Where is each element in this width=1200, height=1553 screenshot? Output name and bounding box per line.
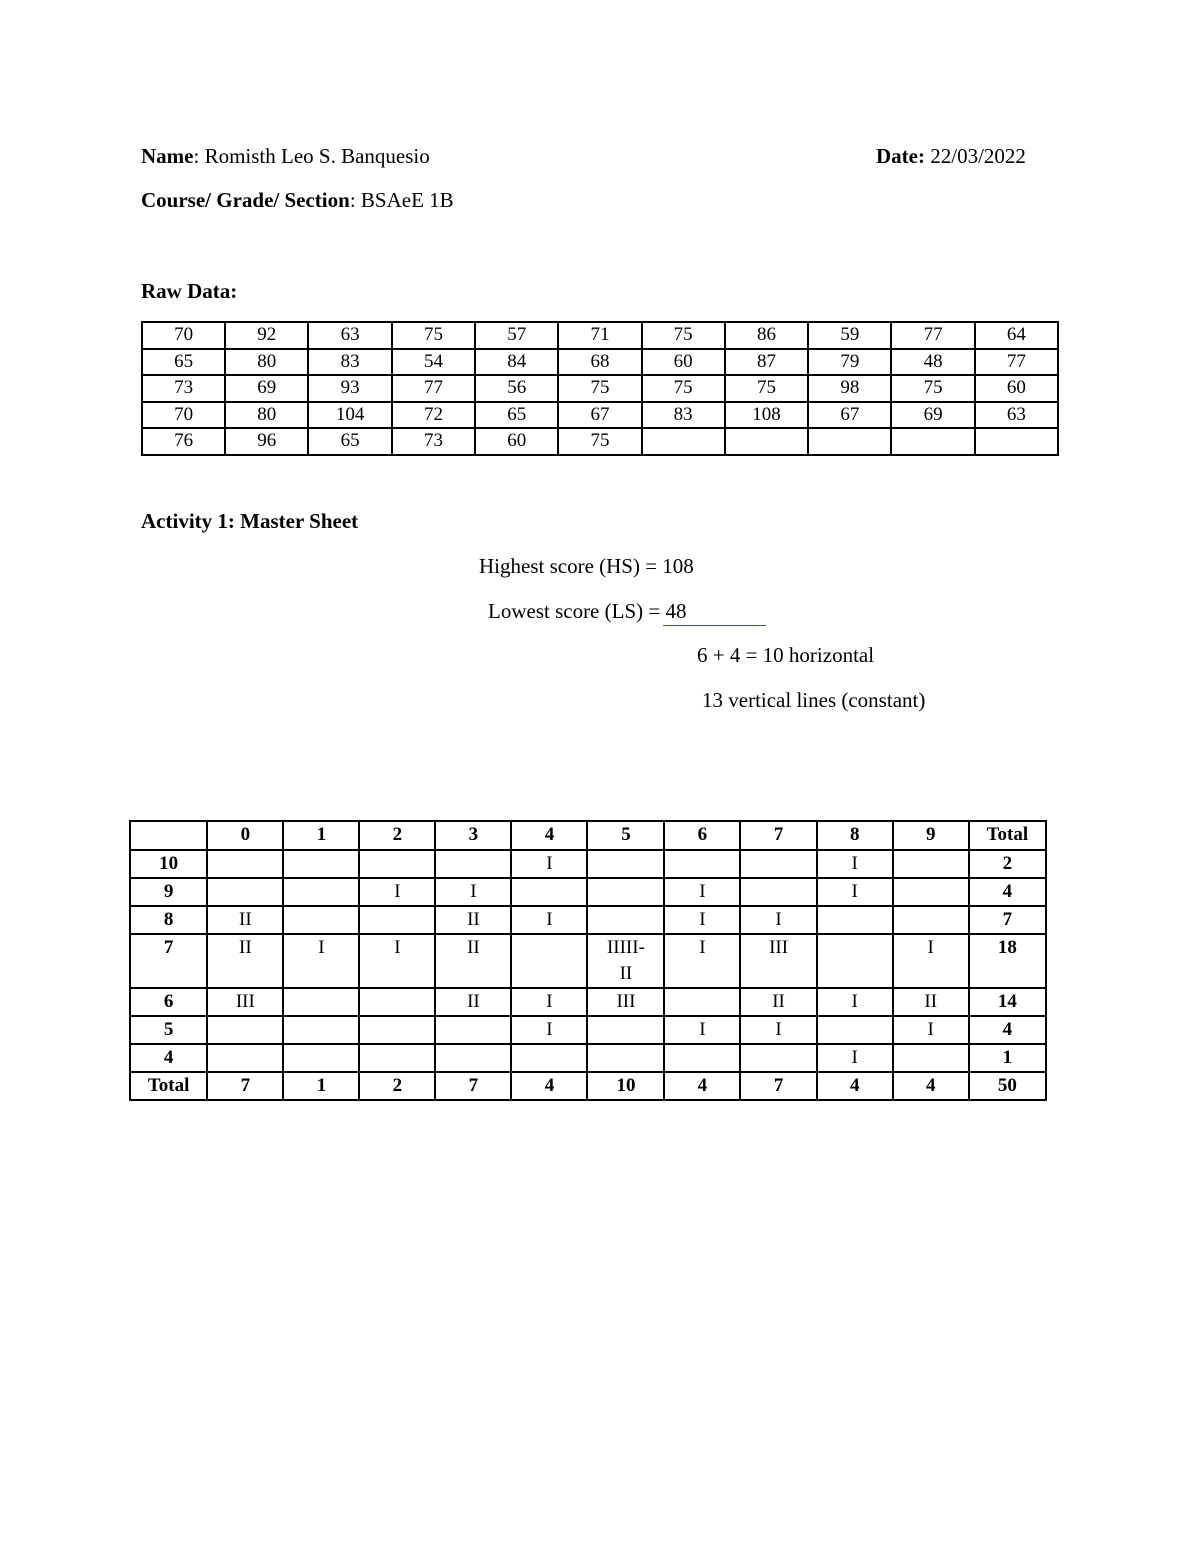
tally-cell: II xyxy=(435,988,511,1016)
tally-cell: I xyxy=(817,850,893,878)
tally-cell xyxy=(359,1044,435,1072)
tally-cell: 1 xyxy=(283,1072,359,1100)
raw-data-cell: 79 xyxy=(808,349,891,376)
tally-row-label: 10 xyxy=(130,850,207,878)
tally-cell xyxy=(664,988,740,1016)
raw-data-cell: 75 xyxy=(392,322,475,349)
tally-cell xyxy=(511,1044,587,1072)
tally-cell xyxy=(817,1016,893,1044)
raw-data-cell: 108 xyxy=(725,402,809,429)
raw-data-cell: 69 xyxy=(891,402,974,429)
tally-cell: I xyxy=(664,906,740,934)
tally-cell xyxy=(283,1044,359,1072)
lowest-score-underline xyxy=(663,625,766,626)
tally-row-label: Total xyxy=(130,1072,207,1100)
tally-cell xyxy=(435,1016,511,1044)
tally-cell xyxy=(740,878,816,906)
tally-cell: II xyxy=(893,988,969,1016)
date-line xyxy=(876,144,1026,169)
tally-cell: 7 xyxy=(207,1072,283,1100)
tally-cell: I xyxy=(435,878,511,906)
raw-data-cell: 65 xyxy=(308,428,392,455)
activity-title: Activity 1: Master Sheet xyxy=(141,509,359,533)
tally-row-label: 4 xyxy=(130,1044,207,1072)
raw-data-cell: 48 xyxy=(891,349,974,376)
raw-data-cell xyxy=(975,428,1058,455)
raw-data-cell: 73 xyxy=(392,428,475,455)
raw-data-cell: 63 xyxy=(975,402,1058,429)
tally-row-label: 8 xyxy=(130,906,207,934)
raw-data-cell xyxy=(725,428,809,455)
tally-cell xyxy=(207,878,283,906)
tally-row-label: 6 xyxy=(130,988,207,1016)
tally-row xyxy=(130,1016,1046,1044)
tally-header-cell: 2 xyxy=(359,821,435,850)
raw-data-cell: 83 xyxy=(642,402,725,429)
tally-cell xyxy=(511,878,587,906)
raw-data-cell: 59 xyxy=(808,322,891,349)
tally-cell: I xyxy=(511,850,587,878)
tally-cell: I xyxy=(511,988,587,1016)
tally-cell: 7 xyxy=(435,1072,511,1100)
raw-data-cell: 80 xyxy=(225,349,308,376)
raw-data-cell: 86 xyxy=(725,322,809,349)
raw-data-cell: 77 xyxy=(891,322,974,349)
raw-data-cell: 75 xyxy=(642,375,725,402)
raw-data-cell: 76 xyxy=(142,428,225,455)
tally-cell xyxy=(359,1016,435,1044)
tally-cell xyxy=(664,1044,740,1072)
tally-cell: 2 xyxy=(969,850,1046,878)
tally-cell xyxy=(664,850,740,878)
tally-cell: I xyxy=(359,878,435,906)
lowest-score-text: Lowest score (LS) = 48 xyxy=(488,599,687,623)
name-line xyxy=(141,144,430,169)
name-label: Name xyxy=(141,144,194,168)
tally-cell xyxy=(893,906,969,934)
tally-header-cell: 6 xyxy=(664,821,740,850)
tally-cell: 4 xyxy=(511,1072,587,1100)
raw-data-cell: 68 xyxy=(558,349,641,376)
horizontal-lines-text: 6 + 4 = 10 horizontal xyxy=(697,643,875,667)
tally-table xyxy=(129,820,1047,1101)
raw-data-cell: 56 xyxy=(475,375,558,402)
tally-row xyxy=(130,988,1046,1016)
tally-row xyxy=(130,850,1046,878)
raw-data-cell: 63 xyxy=(308,322,392,349)
tally-cell: I xyxy=(359,934,435,988)
tally-cell: 4 xyxy=(817,1072,893,1100)
vertical-lines-text: 13 vertical lines (constant) xyxy=(702,688,926,712)
tally-cell xyxy=(283,850,359,878)
tally-cell: III xyxy=(587,988,664,1016)
tally-header-cell: 8 xyxy=(817,821,893,850)
raw-data-row xyxy=(142,375,1058,402)
tally-cell xyxy=(817,906,893,934)
raw-data-cell: 104 xyxy=(308,402,392,429)
raw-data-cell: 60 xyxy=(642,349,725,376)
tally-cell xyxy=(207,1016,283,1044)
highest-score-text: Highest score (HS) = 108 xyxy=(479,554,694,578)
tally-cell: I xyxy=(283,934,359,988)
tally-cell: II xyxy=(435,934,511,988)
tally-row xyxy=(130,1044,1046,1072)
raw-data-row xyxy=(142,349,1058,376)
tally-cell: II xyxy=(740,988,816,1016)
raw-data-cell: 77 xyxy=(975,349,1058,376)
tally-cell: I xyxy=(511,1016,587,1044)
raw-data-cell: 70 xyxy=(142,322,225,349)
raw-data-row xyxy=(142,428,1058,455)
raw-data-cell: 75 xyxy=(891,375,974,402)
tally-cell: I xyxy=(817,988,893,1016)
tally-cell xyxy=(283,878,359,906)
raw-data-cell: 98 xyxy=(808,375,891,402)
raw-data-table xyxy=(141,321,1059,456)
tally-cell: III xyxy=(740,934,816,988)
tally-cell: 4 xyxy=(893,1072,969,1100)
tally-header-cell: 3 xyxy=(435,821,511,850)
tally-cell xyxy=(207,1044,283,1072)
raw-data-cell xyxy=(642,428,725,455)
raw-data-cell: 72 xyxy=(392,402,475,429)
tally-cell xyxy=(435,850,511,878)
tally-cell xyxy=(359,850,435,878)
tally-cell: I xyxy=(740,1016,816,1044)
tally-cell: 7 xyxy=(969,906,1046,934)
raw-data-cell: 67 xyxy=(558,402,641,429)
tally-cell: 4 xyxy=(969,1016,1046,1044)
raw-data-cell: 71 xyxy=(558,322,641,349)
tally-cell xyxy=(207,850,283,878)
tally-cell xyxy=(511,934,587,988)
raw-data-row xyxy=(142,322,1058,349)
raw-data-cell: 96 xyxy=(225,428,308,455)
date-value: 22/03/2022 xyxy=(924,144,1026,168)
tally-cell: I xyxy=(664,1016,740,1044)
raw-data-cell xyxy=(891,428,974,455)
tally-cell: I xyxy=(740,906,816,934)
tally-cell: 4 xyxy=(969,878,1046,906)
tally-row-label: 7 xyxy=(130,934,207,988)
tally-cell: II xyxy=(435,906,511,934)
raw-data-cell xyxy=(808,428,891,455)
tally-cell xyxy=(587,1044,664,1072)
tally-cell xyxy=(893,1044,969,1072)
tally-header-cell: 1 xyxy=(283,821,359,850)
tally-cell: I xyxy=(664,878,740,906)
tally-cell: 10 xyxy=(587,1072,664,1100)
raw-data-cell: 75 xyxy=(558,428,641,455)
tally-header-cell: 9 xyxy=(893,821,969,850)
tally-row xyxy=(130,934,1046,988)
tally-cell xyxy=(587,850,664,878)
raw-data-cell: 92 xyxy=(225,322,308,349)
tally-cell xyxy=(435,1044,511,1072)
tally-cell: 7 xyxy=(740,1072,816,1100)
tally-row xyxy=(130,878,1046,906)
tally-cell xyxy=(893,850,969,878)
tally-cell: 18 xyxy=(969,934,1046,988)
tally-cell: II xyxy=(207,906,283,934)
raw-data-cell: 75 xyxy=(558,375,641,402)
tally-header-cell: 5 xyxy=(587,821,664,850)
raw-data-cell: 54 xyxy=(392,349,475,376)
raw-data-cell: 87 xyxy=(725,349,809,376)
tally-cell xyxy=(359,988,435,1016)
raw-data-cell: 75 xyxy=(642,322,725,349)
name-value: : Romisth Leo S. Banquesio xyxy=(193,144,430,168)
raw-data-cell: 80 xyxy=(225,402,308,429)
tally-header-cell: 0 xyxy=(207,821,283,850)
tally-header-cell: 7 xyxy=(740,821,816,850)
tally-cell: I xyxy=(817,878,893,906)
tally-header-cell: Total xyxy=(969,821,1046,850)
course-label: Course/ Grade/ Section xyxy=(141,188,350,212)
raw-data-cell: 60 xyxy=(475,428,558,455)
tally-cell: III xyxy=(207,988,283,1016)
raw-data-cell: 93 xyxy=(308,375,392,402)
tally-cell xyxy=(587,1016,664,1044)
raw-data-cell: 77 xyxy=(392,375,475,402)
raw-data-cell: 75 xyxy=(725,375,809,402)
tally-cell xyxy=(893,878,969,906)
raw-data-cell: 84 xyxy=(475,349,558,376)
raw-data-cell: 73 xyxy=(142,375,225,402)
tally-cell: 4 xyxy=(664,1072,740,1100)
tally-cell xyxy=(740,850,816,878)
tally-cell: IIIII- II xyxy=(587,934,664,988)
tally-row-label: 5 xyxy=(130,1016,207,1044)
raw-data-cell: 67 xyxy=(808,402,891,429)
tally-cell: 2 xyxy=(359,1072,435,1100)
raw-data-cell: 83 xyxy=(308,349,392,376)
tally-header-cell xyxy=(130,821,207,850)
tally-cell xyxy=(283,1016,359,1044)
tally-cell: 50 xyxy=(969,1072,1046,1100)
raw-data-cell: 57 xyxy=(475,322,558,349)
date-label: Date: xyxy=(876,144,925,168)
tally-row-label: 9 xyxy=(130,878,207,906)
tally-row xyxy=(130,1072,1046,1100)
tally-cell: I xyxy=(893,934,969,988)
raw-data-cell: 70 xyxy=(142,402,225,429)
tally-cell: I xyxy=(664,934,740,988)
tally-cell xyxy=(283,906,359,934)
tally-cell xyxy=(359,906,435,934)
raw-data-cell: 65 xyxy=(142,349,225,376)
tally-cell: I xyxy=(511,906,587,934)
tally-header-cell: 4 xyxy=(511,821,587,850)
tally-cell xyxy=(817,934,893,988)
raw-data-cell: 65 xyxy=(475,402,558,429)
tally-cell xyxy=(587,906,664,934)
course-value: : BSAeE 1B xyxy=(349,188,454,212)
tally-cell: 14 xyxy=(969,988,1046,1016)
raw-data-title: Raw Data: xyxy=(141,279,238,303)
tally-cell xyxy=(283,988,359,1016)
raw-data-row xyxy=(142,402,1058,429)
raw-data-cell: 60 xyxy=(975,375,1058,402)
tally-cell: II xyxy=(207,934,283,988)
raw-data-cell: 69 xyxy=(225,375,308,402)
tally-cell xyxy=(587,878,664,906)
tally-cell: I xyxy=(893,1016,969,1044)
raw-data-cell: 64 xyxy=(975,322,1058,349)
tally-cell: I xyxy=(817,1044,893,1072)
course-line xyxy=(141,188,454,213)
tally-cell xyxy=(740,1044,816,1072)
tally-row xyxy=(130,906,1046,934)
tally-cell: 1 xyxy=(969,1044,1046,1072)
